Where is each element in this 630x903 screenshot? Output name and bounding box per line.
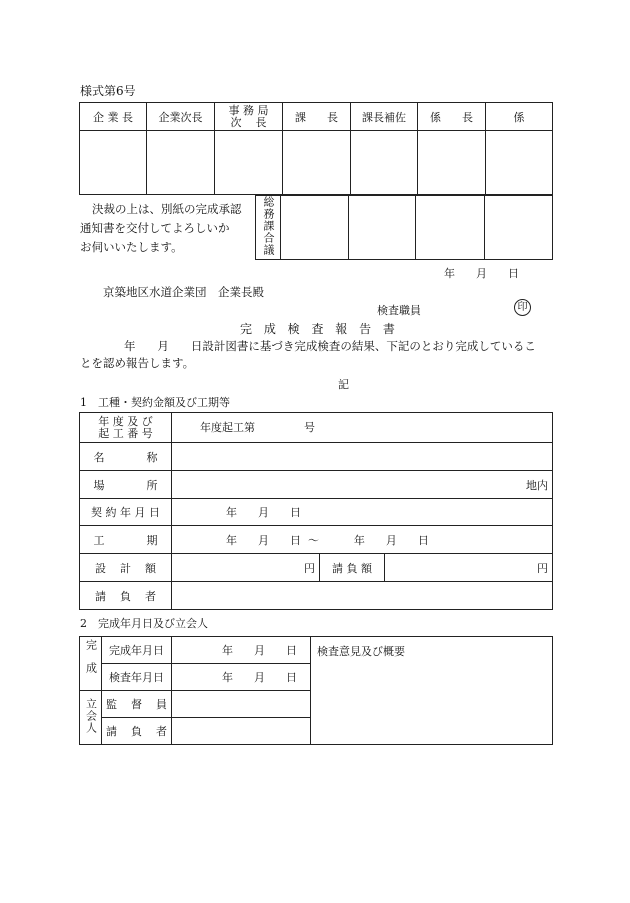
approval-header-section-chief: 課 長 — [283, 103, 351, 131]
section2-heading: 2 完成年月日及び立会人 — [80, 617, 208, 630]
witness-contractor-label: 請 負 者 — [102, 718, 172, 745]
stamp-box — [486, 131, 553, 195]
stamp-box — [485, 196, 553, 260]
stamp-box — [418, 131, 486, 195]
seal-mark: 印 — [514, 299, 531, 316]
name-label: 名 称 — [80, 443, 172, 471]
inspection-date-label: 検査年月日 — [102, 664, 172, 691]
document-title: 完 成 検 査 報 告 書 — [240, 322, 399, 336]
inspection-date-value: 年 月 日 — [172, 664, 311, 691]
inspection-opinion — [311, 637, 553, 745]
approval-header-assistant-chief: 課長補佐 — [351, 103, 418, 131]
ki-label: 記 — [338, 378, 349, 391]
supervisor-label: 監 督 員 — [102, 691, 172, 718]
witness-contractor-value — [172, 718, 311, 745]
stamp-box — [283, 131, 351, 195]
completion-group-label: 完成 — [80, 637, 102, 691]
approval-header-president: 企 業 長 — [80, 103, 147, 131]
stamp-box — [351, 131, 418, 195]
stamp-box — [80, 131, 147, 195]
contract-amount-yen: 円 — [385, 554, 553, 582]
completion-date-label: 完成年月日 — [102, 637, 172, 664]
body-text — [80, 338, 555, 372]
inspector-label: 検査職員 — [377, 304, 421, 317]
soumu-label: 総務課合議 — [256, 196, 281, 260]
body-line: 年 月 日設計図書に基づき完成検査の結果、下記のとおり完成しているこ — [124, 339, 536, 353]
year-number-label — [80, 413, 172, 443]
section2-table — [79, 636, 553, 745]
contractor-value — [172, 582, 553, 610]
body-line: とを認め報告します。 — [80, 356, 195, 370]
period-value: 年 月 日 ～ 年 月 日 — [172, 526, 553, 554]
note-line: お伺いいたします。 — [80, 240, 183, 254]
soumu-table — [255, 195, 553, 260]
approval-note — [80, 200, 242, 257]
approval-header-secretariat-deputy: 事 務 局 次 長 — [215, 103, 283, 131]
contract-date-label: 契 約 年 月 日 — [80, 499, 172, 526]
name-value — [172, 443, 553, 471]
stamp-box — [281, 196, 349, 260]
approval-header-vice-president: 企業次長 — [147, 103, 215, 131]
section1-table — [79, 412, 553, 610]
place-label: 場 所 — [80, 471, 172, 499]
label-line: 年 度 及 び — [98, 414, 153, 428]
approval-table — [79, 102, 553, 195]
contractor-label: 請 負 者 — [80, 582, 172, 610]
addressee: 京築地区水道企業団 企業長殿 — [103, 285, 264, 299]
report-date: 年 月 日 — [444, 267, 519, 280]
stamp-box — [416, 196, 485, 260]
note-line: 決裁の上は、別紙の完成承認 — [92, 202, 242, 216]
witness-group-label: 立会人 — [80, 691, 102, 745]
section1-heading: 1 工種・契約金額及び工期等 — [80, 396, 230, 409]
place-suffix: 地内 — [172, 471, 553, 499]
label-line: 起 工 番 号 — [98, 426, 153, 440]
period-label: 工 期 — [80, 526, 172, 554]
approval-header-subsection-chief: 係 長 — [418, 103, 486, 131]
stamp-box — [215, 131, 283, 195]
contract-amount-label: 請 負 額 — [320, 554, 385, 582]
stamp-box — [349, 196, 416, 260]
form-number: 様式第6号 — [80, 84, 136, 98]
completion-date-value: 年 月 日 — [172, 637, 311, 664]
note-line: 通知書を交付してよろしいか — [80, 221, 230, 235]
opinion-label: 検査意見及び概要 — [317, 645, 405, 658]
supervisor-value — [172, 691, 311, 718]
design-amount-yen: 円 — [172, 554, 320, 582]
approval-header-staff: 係 — [486, 103, 553, 131]
year-number-value: 年度起工第 号 — [172, 413, 553, 443]
stamp-box — [147, 131, 215, 195]
design-amount-label: 設 計 額 — [80, 554, 172, 582]
contract-date-value: 年 月 日 — [172, 499, 553, 526]
